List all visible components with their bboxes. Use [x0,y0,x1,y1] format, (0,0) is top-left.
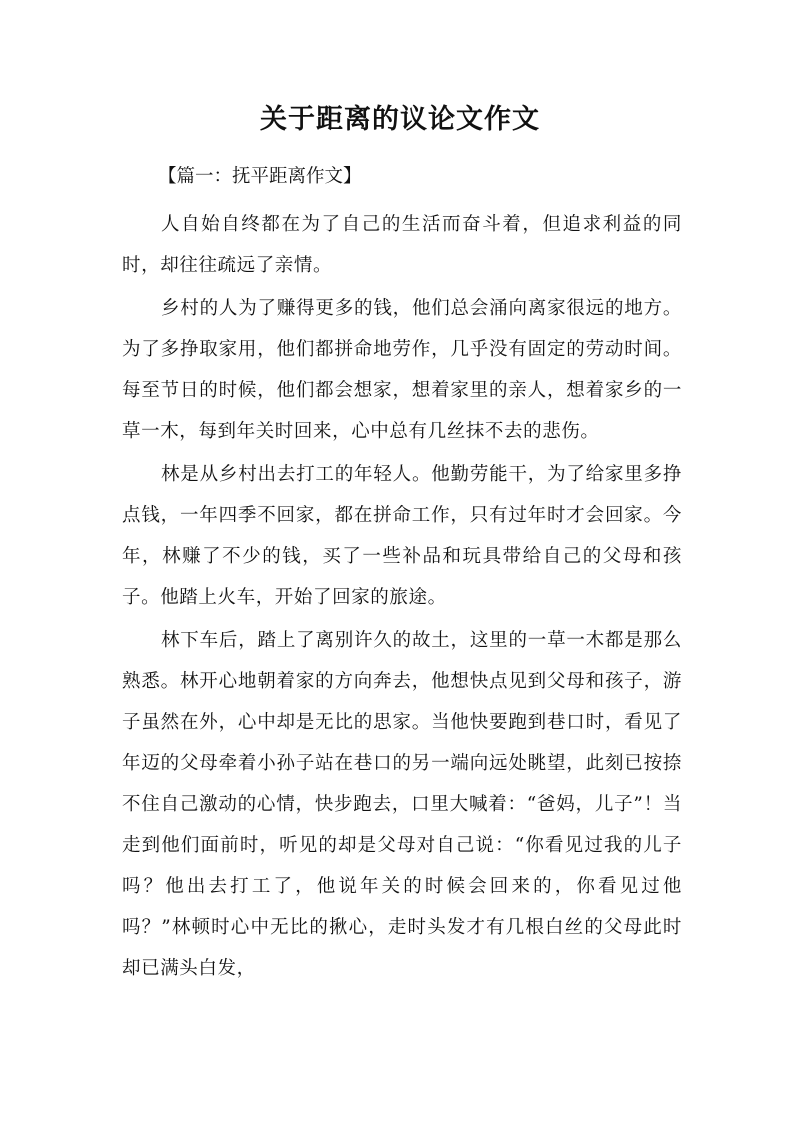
paragraph-2: 乡村的人为了赚得更多的钱，他们总会涌向离家很远的地方。为了多挣取家用，他们都拼命地劳作，几乎没有固定的劳动时间。每至节日的时候，他们都会想家，想着家里的亲人，想着家乡的一草一木，每到年关时回来，心中总有几丝抹不去的悲伤。 [122,298,682,442]
document-title: 关于距离的议论文作文 [260,104,540,135]
paragraph-1: 人自始自终都在为了自己的生活而奋斗着，但追求利益的同时，却往往疏远了亲情。 [122,214,682,276]
paragraph-4: 林下车后，踏上了离别许久的故土，这里的一草一木都是那么熟悉。林开心地朝着家的方向奔去，他想快点见到父母和孩子，游子虽然在外，心中却是无比的思家。当他快要跑到巷口时，看见了年迈的父母牵着小孙子站在巷口的另一端向远处眺望，此刻已按捺不住自己激动的心情，快步跑去，口里大喊着：“爸妈，儿子”！当走到他们面前时，听见的却是父母对自己说：“你看见过我的儿子吗？他出去打工了，他说年关的时候会回来的，你看见过他吗？”林顿时心中无比的揪心，走时头发才有几根白丝的父母此时却已满头白发， [122,630,682,979]
paragraph-3: 林是从乡村出去打工的年轻人。他勤劳能干，为了给家里多挣点钱，一年四季不回家，都在拼命工作，只有过年时才会回家。今年，林赚了不少的钱，买了一些补品和玩具带给自己的父母和孩子。他踏上火车，开始了回家的旅途。 [122,464,682,608]
section-heading: 【篇一：抚平距离作文】 [158,166,362,187]
